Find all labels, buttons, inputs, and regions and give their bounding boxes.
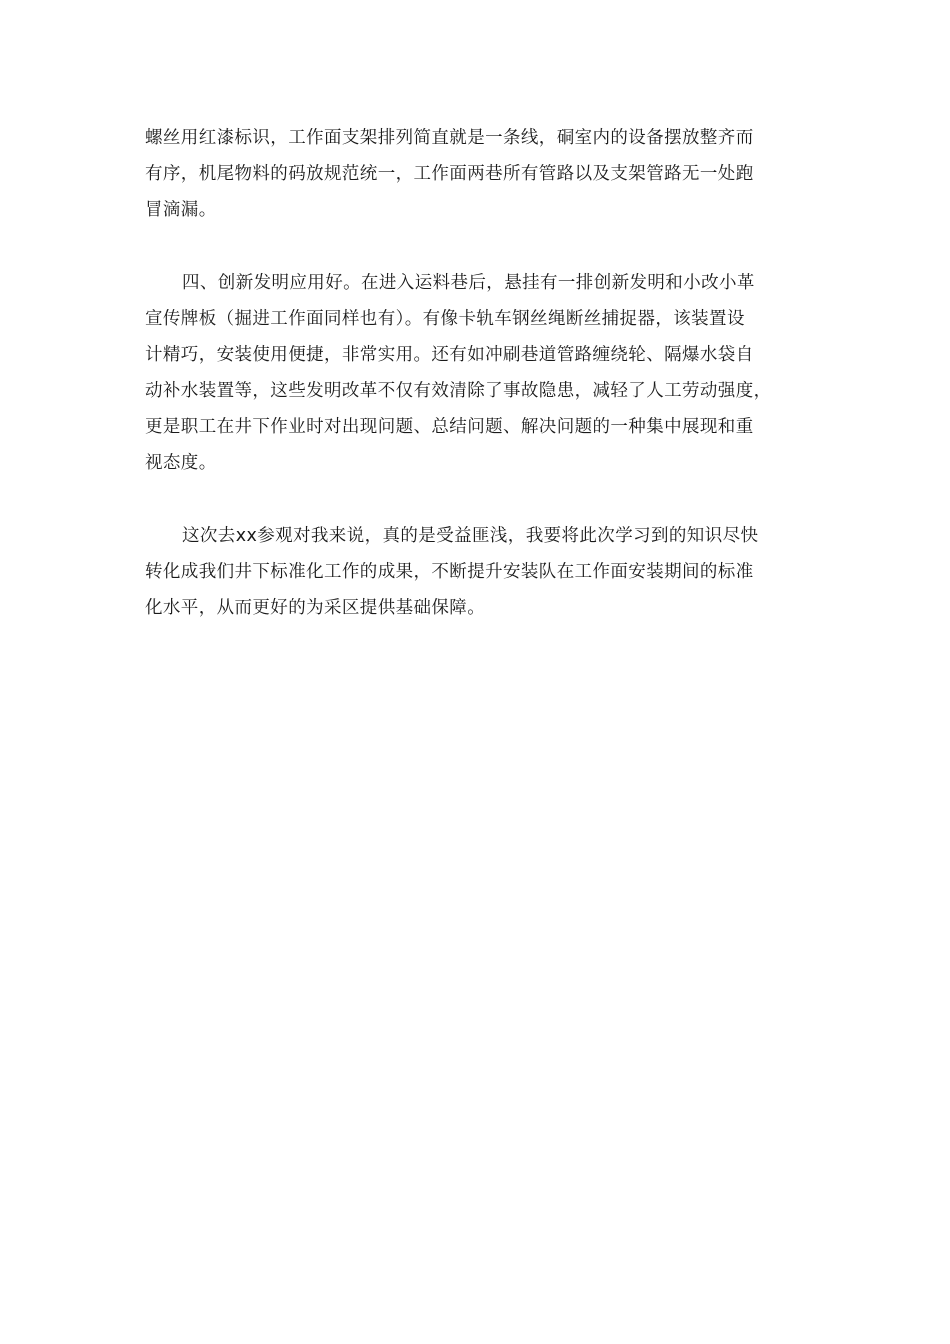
paragraph-gap xyxy=(145,481,820,518)
text-line: 动补水装置等，这些发明改革不仅有效清除了事故隐患，减轻了人工劳动强度， xyxy=(145,381,772,401)
text-line: 计精巧，安装使用便捷，非常实用。还有如冲刷巷道管路缠绕轮、隔爆水袋自 xyxy=(145,345,754,365)
text-line: 这次去xx参观对我来说，真的是受益匪浅，我要将此次学习到的知识尽快 xyxy=(182,526,759,546)
text-line: 化水平，从而更好的为采区提供基础保障。 xyxy=(145,598,486,618)
paragraph-continuation xyxy=(145,120,820,228)
text-line: 四、创新发明应用好。在进入运料巷后，悬挂有一排创新发明和小改小革 xyxy=(182,273,755,293)
text-line: 冒滴漏。 xyxy=(145,200,217,220)
text-line: 视态度。 xyxy=(145,453,217,473)
paragraph-gap xyxy=(145,228,820,265)
paragraph-conclusion xyxy=(145,518,820,626)
document-body xyxy=(145,120,820,626)
text-line: 更是职工在井下作业时对出现问题、总结问题、解决问题的一种集中展现和重 xyxy=(145,417,754,437)
text-line: 宣传牌板（掘进工作面同样也有）。有像卡轨车钢丝绳断丝捕捉器，该装置设 xyxy=(145,309,745,329)
text-line: 转化成我们井下标准化工作的成果，不断提升安装队在工作面安装期间的标准 xyxy=(145,562,754,582)
text-line: 螺丝用红漆标识，工作面支架排列简直就是一条线，硐室内的设备摆放整齐而 xyxy=(145,128,754,148)
paragraph-innovation xyxy=(145,265,820,481)
text-line: 有序，机尾物料的码放规范统一，工作面两巷所有管路以及支架管路无一处跑 xyxy=(145,164,754,184)
